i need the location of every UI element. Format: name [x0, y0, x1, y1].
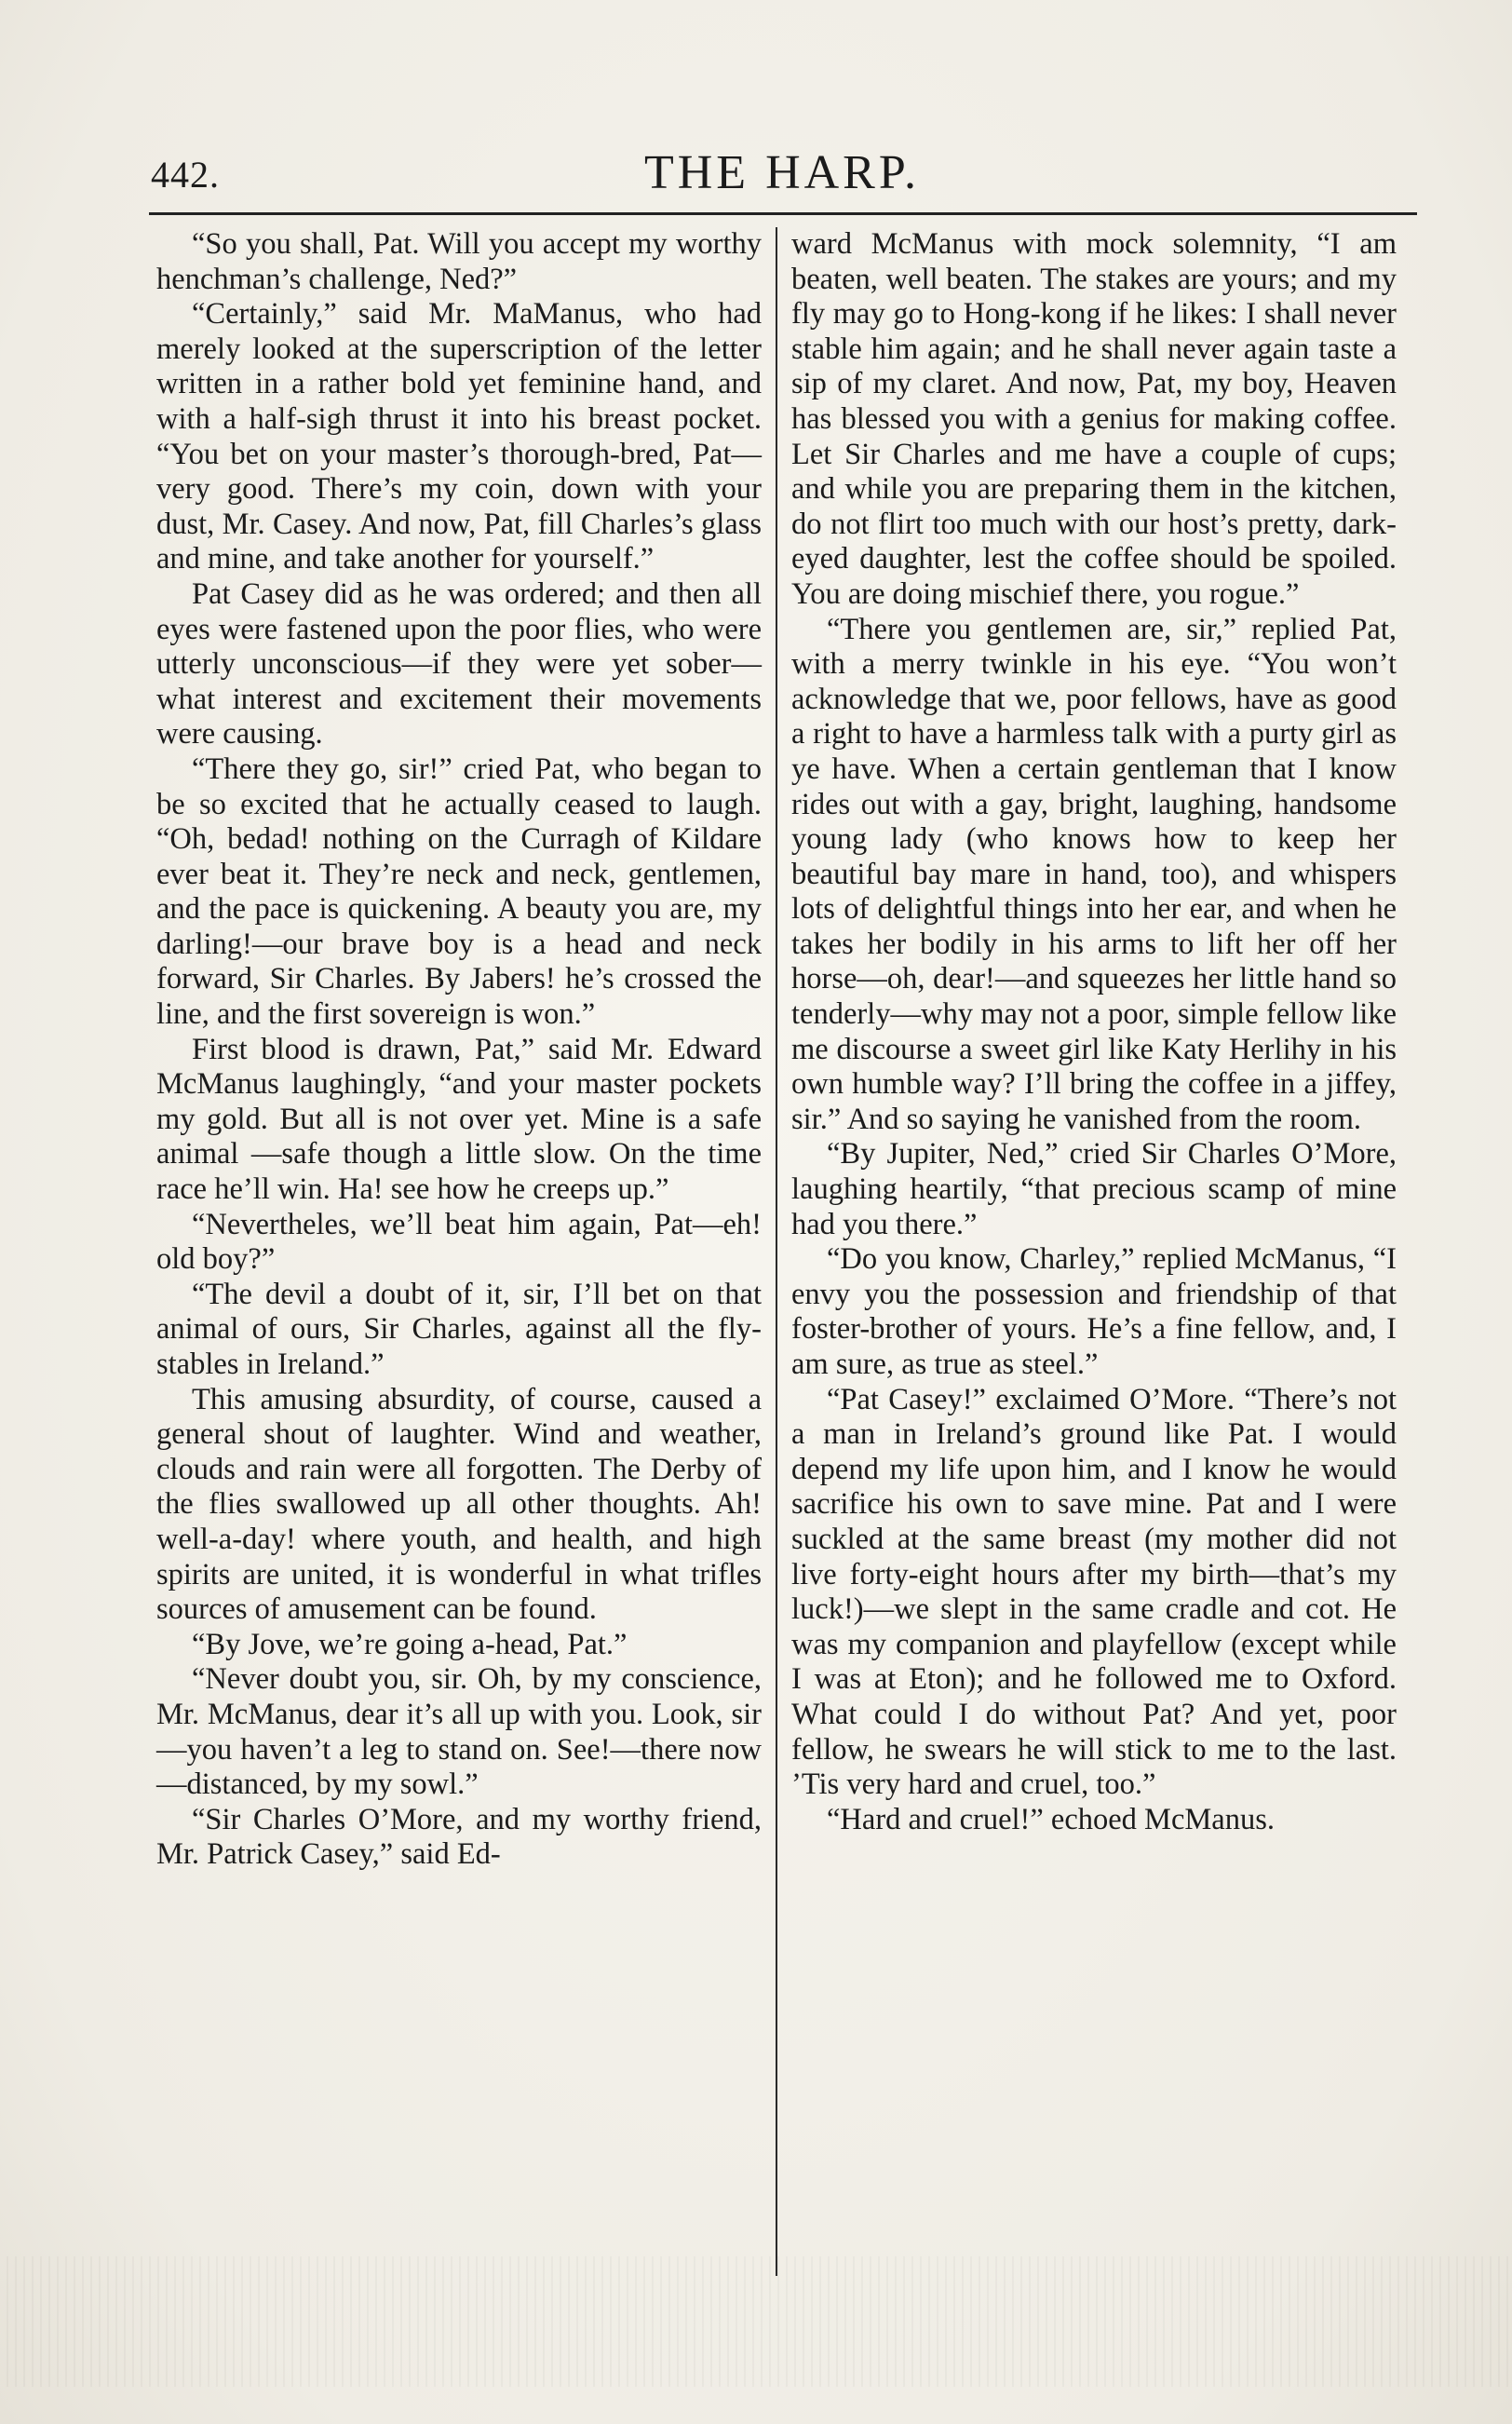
page-title: THE HARP.	[643, 146, 921, 199]
paragraph: “So you shall, Pat. Will you accept my worthy henchman’s challenge, Ned?”	[156, 227, 762, 296]
paragraph: “There they go, sir!” cried Pat, who began to be so excited that he actually ceased to laugh. “Oh, bedad! nothing on the Curragh of Kildare ever beat it. They’re neck and neck, gentlemen, and the pace is quickening. A beauty you are, my darling!—our brave boy is a head and neck forward, Sir Charles. By Jabers! he’s crossed the line, and the first sovereign is won.”	[156, 752, 762, 1032]
paragraph: “There you gentlemen are, sir,” replied Pat, with a merry twinkle in his eye. “You won’t acknowledge that we, poor fellows, have as good a right to have a harmless talk with a purty girl as ye have. When a certain gentleman that I know rides out with a gay, bright, laughing, handsome young lady (who knows how to keep her beautiful bay mare in hand, too), and whispers lots of delightful things into her ear, and when he takes her bodily in his arms to lift her off her horse—oh, dear!—and squeezes her little hand so tenderly—why may not a poor, simple fellow like me discourse a sweet girl like Katy Herlihy in his own humble way? I’ll bring the coffee in a jiffey, sir.” And so saying he vanished from the room.	[791, 612, 1397, 1136]
paragraph: “Sir Charles O’More, and my worthy friend, Mr. Patrick Casey,” said Ed-	[156, 1802, 762, 1872]
paper-texture	[0, 2256, 1512, 2387]
column-divider	[776, 227, 777, 2276]
paragraph: First blood is drawn, Pat,” said Mr. Edward McManus laughingly, “and your master pockets my gold. But all is not over yet. Mine is a safe animal —safe though a little slow. On the time race he’ll win. Ha! see how he creeps up.”	[156, 1032, 762, 1207]
left-column	[156, 227, 762, 1873]
paragraph: “Nevertheles, we’ll beat him again, Pat—eh! old boy?”	[156, 1207, 762, 1277]
right-column	[791, 227, 1397, 1837]
paragraph: “Pat Casey!” exclaimed O’More. “There’s not a man in Ireland’s ground like Pat. I would depend my life upon him, and I know he would sacrifice his own to save mine. Pat and I were suckled at the same breast (my mother did not live forty-eight hours after my birth—that’s my luck!)—we slept in the same cradle and cot. He was my companion and playfellow (except while I was at Eton); and he followed me to Oxford. What could I do without Pat? And yet, poor fellow, he swears he will stick to me to the last. ’Tis very hard and cruel, too.”	[791, 1382, 1397, 1802]
paragraph: “By Jupiter, Ned,” cried Sir Charles O’More, laughing heartily, “that precious scamp of mine had you there.”	[791, 1137, 1397, 1241]
paragraph: “Do you know, Charley,” replied McManus, “I envy you the possession and friendship of that foster-brother of yours. He’s a fine fellow, and, I am sure, as true as steel.”	[791, 1242, 1397, 1381]
paragraph: “By Jove, we’re going a-head, Pat.”	[192, 1627, 628, 1661]
paragraph: Pat Casey did as he was ordered; and then all eyes were fastened upon the poor flies, who were utterly unconscious—if they were yet sober—what interest and excitement their movements were causing.	[156, 576, 762, 752]
running-header	[149, 140, 1415, 205]
paragraph-continued: ward McManus with mock solemnity, “I am beaten, well beaten. The stakes are yours; and my fly may go to Hong-kong if he likes: I shall never stable him again; and he shall never again taste a sip of my claret. And now, Pat, my boy, Heaven has blessed you with a genius for making coffee. Let Sir Charles and me have a couple of cups; and while you are preparing them in the kitchen, do not flirt too much with our host’s pretty, dark-eyed daughter, lest the coffee should be spoiled. You are doing mischief there, you rogue.”	[791, 227, 1397, 611]
paragraph: “The devil a doubt of it, sir, I’ll bet on that animal of ours, Sir Charles, against all the fly-stables in Ireland.”	[156, 1277, 762, 1381]
paragraph: This amusing absurdity, of course, caused a general shout of laughter. Wind and weather, clouds and rain were all forgotten. The Derby of the flies swallowed up all other thoughts. Ah! well-a-day! where youth, and health, and high spirits are united, it is wonderful in what trifles sources of amusement can be found.	[156, 1382, 762, 1627]
paragraph: “Hard and cruel!” echoed McManus.	[827, 1802, 1275, 1836]
header-rule	[149, 212, 1417, 215]
paragraph: “Certainly,” said Mr. MaManus, who had merely looked at the superscription of the letter written in a rather bold yet feminine hand, and with a half-sigh thrust it into his breast pocket. “You bet on your master’s thorough-bred, Pat—very good. There’s my coin, down with your dust, Mr. Casey. And now, Pat, fill Charles’s glass and mine, and take another for yourself.”	[156, 297, 762, 576]
page-number: 442.	[151, 154, 220, 196]
paragraph: “Never doubt you, sir. Oh, by my conscience, Mr. McManus, dear it’s all up with you. Look, sir—you haven’t a leg to stand on. See!—there now—distanced, by my sowl.”	[156, 1662, 762, 1802]
